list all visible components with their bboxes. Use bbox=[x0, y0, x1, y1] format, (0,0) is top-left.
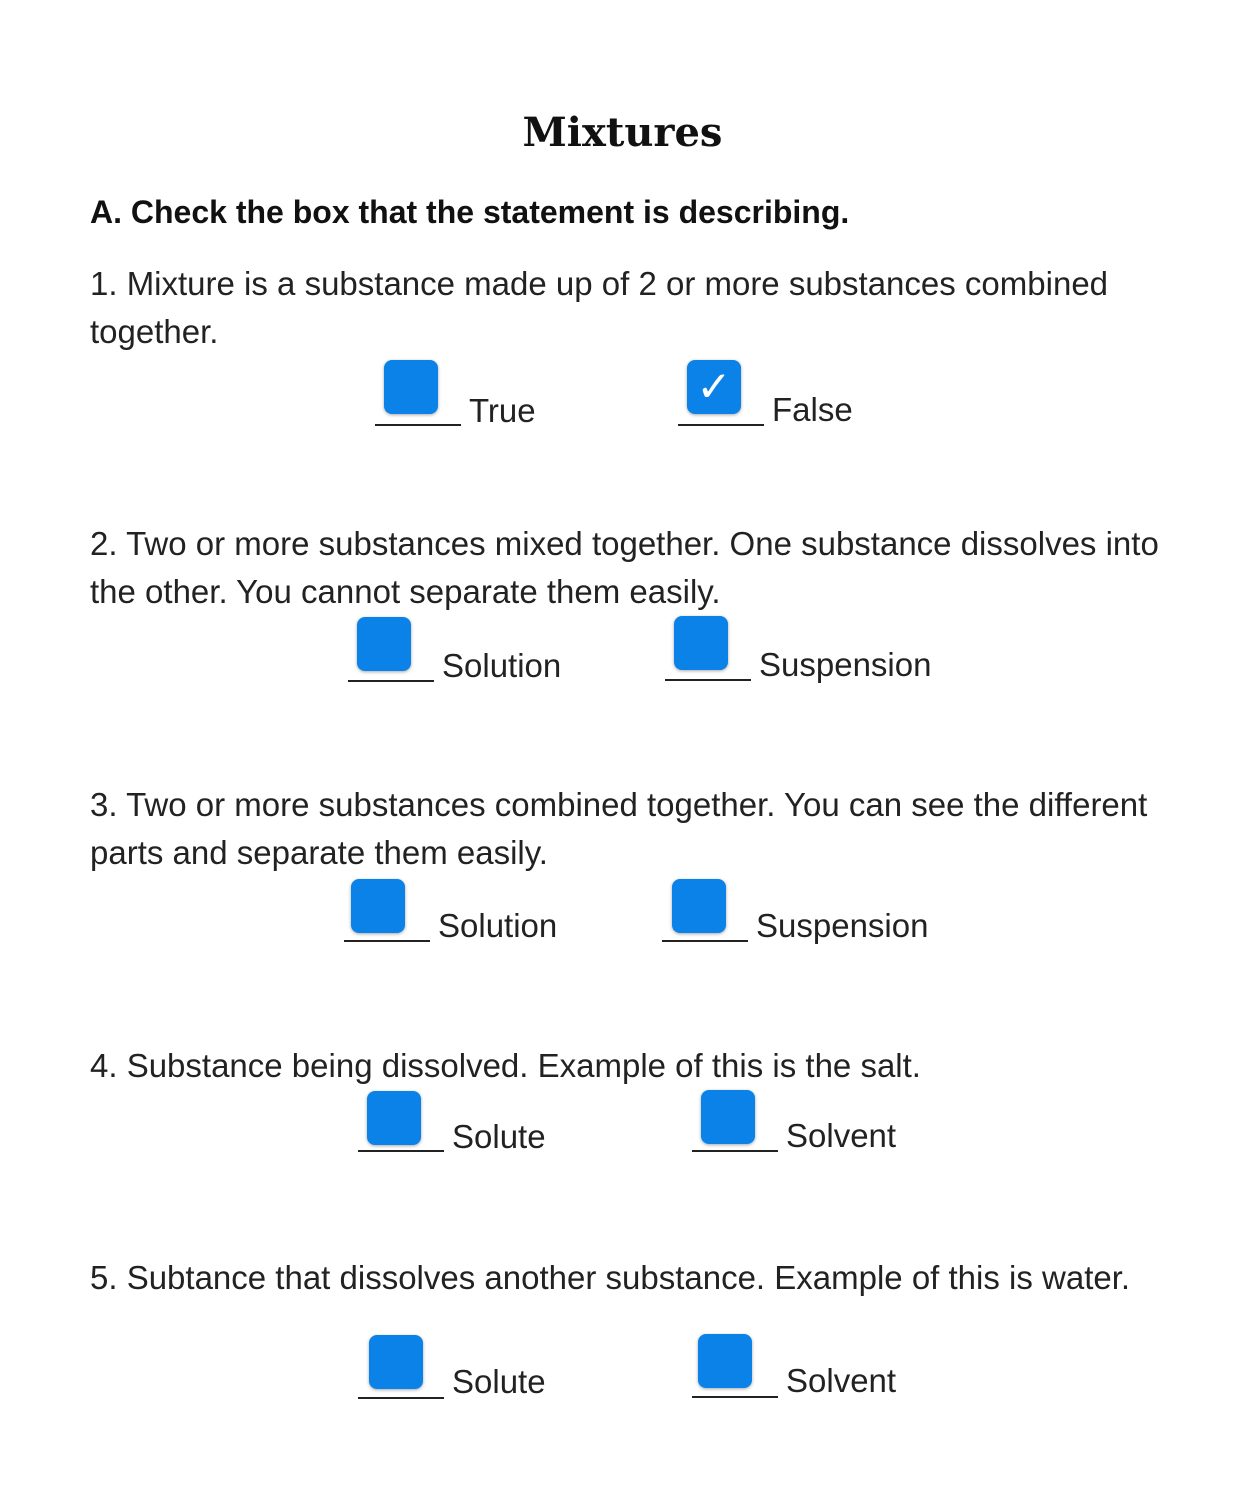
question-5-option-solute[interactable] bbox=[358, 1333, 578, 1413]
question-2-text: 2. Two or more substances mixed together. One substance dissolves into the other. You cannot separate them easily. bbox=[90, 525, 1159, 610]
question-1-option-false[interactable] bbox=[678, 358, 878, 438]
question-4-option-solvent[interactable] bbox=[692, 1088, 932, 1168]
page-title: Mixtures bbox=[522, 109, 723, 156]
option-label: Solute bbox=[452, 1363, 546, 1400]
answer-blank-line bbox=[692, 1396, 778, 1398]
option-label: Solution bbox=[442, 647, 562, 684]
option-label: Suspension bbox=[756, 907, 929, 944]
answer-blank-line bbox=[678, 424, 764, 426]
option-label: False bbox=[772, 391, 853, 428]
question-2-option-suspension[interactable] bbox=[665, 615, 965, 695]
answer-blank-line bbox=[662, 940, 748, 942]
option-label: Solvent bbox=[786, 1362, 897, 1399]
checkbox[interactable] bbox=[357, 617, 411, 671]
question-3-option-solution[interactable] bbox=[344, 878, 584, 958]
checkbox[interactable] bbox=[384, 360, 438, 414]
answer-blank-line bbox=[692, 1150, 778, 1152]
section-instruction: A. Check the box that the statement is describing. bbox=[90, 194, 850, 230]
question-5-option-solvent[interactable] bbox=[692, 1332, 932, 1412]
option-label: Solution bbox=[438, 907, 558, 944]
checkbox[interactable] bbox=[698, 1334, 752, 1388]
option-label: True bbox=[469, 392, 536, 429]
answer-blank-line bbox=[358, 1150, 444, 1152]
question-2-option-solution[interactable] bbox=[348, 616, 588, 696]
option-label: Solute bbox=[452, 1118, 546, 1155]
answer-blank-line bbox=[348, 680, 434, 682]
answer-blank-line bbox=[344, 940, 430, 942]
question-4-option-solute[interactable] bbox=[358, 1089, 578, 1169]
checkbox[interactable] bbox=[369, 1335, 423, 1389]
option-label: Suspension bbox=[759, 646, 932, 683]
question-3-text: 3. Two or more substances combined together. You can see the different parts and separate them easily. bbox=[90, 786, 1148, 871]
checkbox[interactable] bbox=[701, 1090, 755, 1144]
question-1-text: 1. Mixture is a substance made up of 2 or more substances combined together. bbox=[90, 265, 1109, 350]
checkbox[interactable] bbox=[367, 1091, 421, 1145]
answer-blank-line bbox=[665, 679, 751, 681]
question-4-text: 4. Substance being dissolved. Example of this is the salt. bbox=[90, 1047, 921, 1084]
checkbox[interactable] bbox=[674, 616, 728, 670]
checkbox[interactable] bbox=[351, 879, 405, 933]
option-label: Solvent bbox=[786, 1117, 897, 1154]
answer-blank-line bbox=[358, 1397, 444, 1399]
question-1-option-true[interactable] bbox=[375, 358, 575, 438]
answer-blank-line bbox=[375, 424, 461, 426]
checkbox[interactable]: ✓ bbox=[687, 360, 741, 414]
question-5-text: 5. Subtance that dissolves another substance. Example of this is water. bbox=[90, 1259, 1131, 1296]
checkbox[interactable] bbox=[672, 879, 726, 933]
question-3-option-suspension[interactable] bbox=[662, 878, 962, 958]
